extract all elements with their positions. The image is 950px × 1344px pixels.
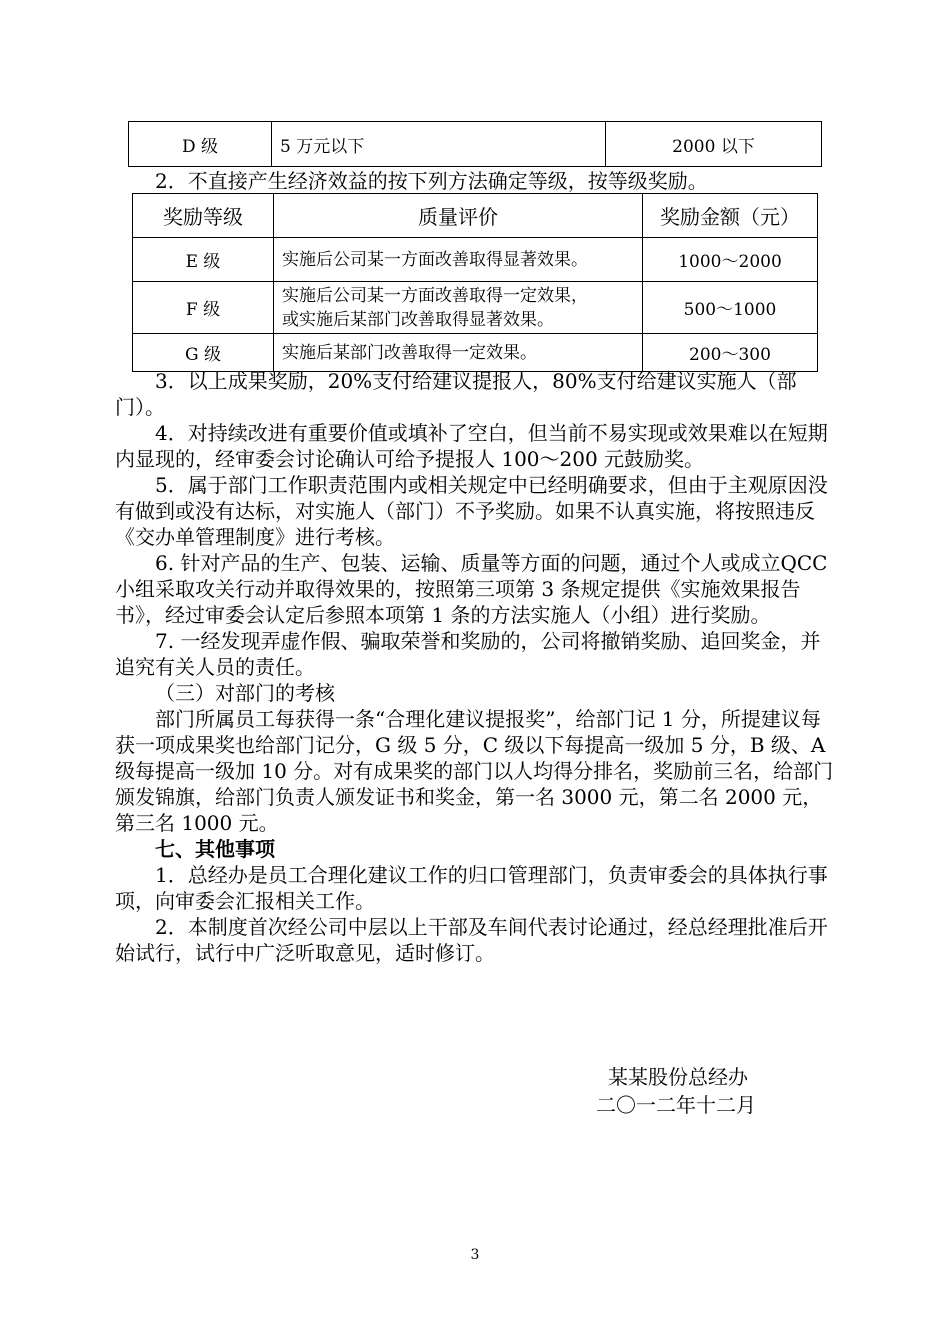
- header-amount: 奖励金额（元）: [643, 194, 818, 238]
- benefit-cell: 5 万元以下: [272, 122, 606, 167]
- signature-date: 二〇一二年十二月: [596, 1093, 756, 1117]
- reward-table-non-economic: [132, 193, 818, 372]
- paragraph-4: 4．对持续改进有重要价值或填补了空白，但当前不易实现或效果难以在短期内显现的，经审委会讨论确认可给予提报人 100～200 元鼓励奖。: [115, 421, 828, 471]
- eval-cell: [274, 238, 643, 282]
- page-number: 3: [470, 1247, 480, 1263]
- amount-cell: 1000～2000: [643, 238, 818, 282]
- grade-cell: E 级: [133, 238, 274, 282]
- signature-org: 某某股份总经办: [608, 1065, 748, 1089]
- paragraph-6: 6. 针对产品的生产、包装、运输、质量等方面的问题，通过个人或成立QCC 小组采取攻关行动并取得效果的，按照第三项第 3 条规定提供《实施效果报告书》，经过审委会认定后参照本项第 1 条的方法实施人（小组）进行奖励。: [115, 551, 828, 627]
- grade-cell: D 级: [129, 122, 272, 167]
- paragraph-department-scoring: 部门所属员工每获得一条“合理化建议提报奖”，给部门记 1 分，所提建议每获一项成果奖也给部门记分，G 级 5 分，C 级以下每提高一级加 5 分，B 级、A 级每提高一级加 10 分。对有成果奖的部门以人均得分排名，奖励前三名，给部门颁发锦旗，给部门负责人颁发证书和奖金，第一名 3000 元，第二名 2000 元，第三名 1000 元。: [115, 707, 834, 835]
- header-grade: 奖励等级: [133, 194, 274, 238]
- eval-cell: [274, 282, 643, 334]
- section-heading-other-matters: 七、其他事项: [155, 837, 275, 861]
- intro-paragraph-2: [115, 168, 840, 194]
- amount-cell: 500～1000: [643, 282, 818, 334]
- eval-line: 实施后公司某一方面改善取得显著效果。: [282, 249, 588, 270]
- section-heading-department-assessment: （三）对部门的考核: [155, 681, 335, 705]
- table-row: [133, 238, 818, 282]
- body-text: [115, 368, 840, 966]
- table-row: [133, 334, 818, 372]
- paragraph-5: 5．属于部门工作职责范围内或相关规定中已经明确要求，但由于主观原因没有做到或没有达标，对实施人（部门）不予奖励。如果不认真实施，将按照违反《交办单管理制度》进行考核。: [115, 473, 828, 549]
- eval-line: 实施后公司某一方面改善取得一定效果，: [282, 285, 588, 306]
- grade-cell: F 级: [133, 282, 274, 334]
- eval-line: 或实施后某部门改善取得显著效果。: [282, 309, 554, 330]
- table-row: [133, 282, 818, 334]
- table-row: [129, 122, 822, 167]
- grade-cell: G 级: [133, 334, 274, 372]
- paragraph-text: 2．不直接产生经济效益的按下列方法确定等级，按等级奖励。: [155, 169, 708, 193]
- amount-cell: 200～300: [643, 334, 818, 372]
- eval-cell: [274, 334, 643, 372]
- header-eval: 质量评价: [274, 194, 643, 238]
- eval-line: 实施后某部门改善取得一定效果。: [282, 342, 537, 363]
- table-header-row: [133, 194, 818, 238]
- amount-cell: 2000 以下: [606, 122, 822, 167]
- paragraph-other-1: 1．总经办是员工合理化建议工作的归口管理部门，负责审委会的具体执行事项，向审委会汇报相关工作。: [115, 863, 828, 913]
- paragraph-3: 3．以上成果奖励，20%支付给建议提报人，80%支付给建议实施人（部门）。: [115, 369, 797, 419]
- reward-table-economic: [128, 121, 822, 167]
- paragraph-7: 7. 一经发现弄虚作假、骗取荣誉和奖励的，公司将撤销奖励、追回奖金，并追究有关人员的责任。: [115, 629, 821, 679]
- paragraph-other-2: 2．本制度首次经公司中层以上干部及车间代表讨论通过，经总经理批准后开始试行，试行中广泛听取意见，适时修订。: [115, 915, 828, 965]
